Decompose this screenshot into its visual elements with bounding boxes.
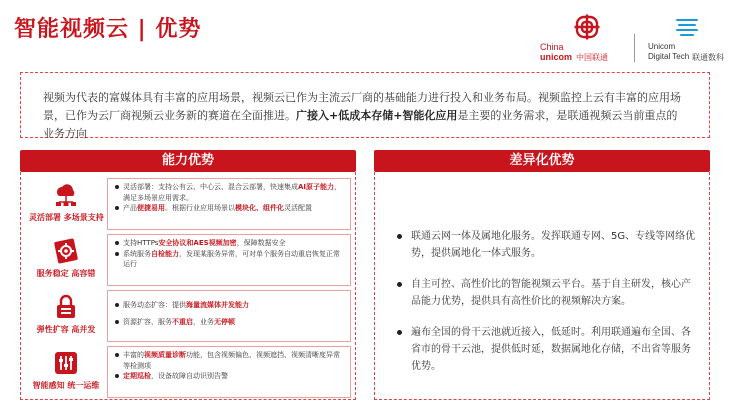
china-unicom-en1: China <box>540 42 564 52</box>
differentiation-item: 联通云网一体及属地化服务。发挥联通专网、5G、专线等网络优势，提供属地化一体式服务。 <box>397 228 697 262</box>
page-title: 智能视频云 | 优势 <box>14 17 202 42</box>
left-panel-header: 能力优势 <box>20 150 356 172</box>
capability-bullet <box>114 350 344 371</box>
bullet-text: ，设备故障自动识别告警 <box>151 372 228 380</box>
capability-bullet <box>114 371 344 382</box>
capability-detail <box>107 346 351 398</box>
bullet-highlight: 便捷易用 <box>137 204 165 212</box>
bullet-text: 系统服务 <box>123 249 151 258</box>
bullet-text: 服务动态扩容：提供 <box>123 301 186 309</box>
gear-stack-icon <box>53 238 79 264</box>
capability-bullet <box>114 238 344 249</box>
differentiation-item: 自主可控、高性价比的智能视频云平台。基于自主研发，核心产品能力优势，提供具有高性价比的视频解决方案。 <box>397 276 697 310</box>
capability-detail <box>107 178 351 230</box>
china-unicom-cn: 中国联通 <box>576 53 608 62</box>
bullet-text: 灵活配置 <box>284 204 312 212</box>
capability-icon-cell <box>29 178 103 230</box>
capability-detail <box>107 290 351 342</box>
capability-row <box>29 290 351 342</box>
bullet-highlight: AI原子能力 <box>298 183 335 191</box>
capability-row <box>29 234 351 286</box>
digital-tech-cn: 联通数科 <box>692 53 724 62</box>
capability-bullet <box>114 317 344 328</box>
capability-caption: 灵活部署 多场景支持 <box>29 213 104 222</box>
bullet-highlight: 安全协议和AES视频加密 <box>158 239 237 247</box>
bullet-text: ，业务 <box>193 317 214 326</box>
china-unicom-en2: unicom <box>540 52 573 62</box>
china-unicom-logo <box>540 14 630 64</box>
intro-text: 视频为代表的富媒体具有丰富的应用场景，视频云已作为主流云厂商的基础能力进行投入和业务布局。视频监控上云有丰富的应用场景，已作为云厂商视频云业务新的赛道在全面推进。 <box>43 91 681 122</box>
capability-panel <box>20 172 356 400</box>
capability-bullet <box>114 249 344 270</box>
capability-icon-cell <box>29 234 103 286</box>
differentiation-item: 遍布全国的骨干云池就近接入，低延时。利用联通遍布全国、各省市的骨干云池，提供低时延，数据属地化存储，不出省等服务优势。 <box>397 324 697 375</box>
china-knot-icon <box>574 14 600 40</box>
digital-tech-en2: Digital Tech <box>648 52 690 61</box>
capability-row <box>29 346 351 398</box>
capability-bullet <box>114 203 344 214</box>
capability-caption: 弹性扩容 高并发 <box>36 325 96 334</box>
bullet-text: ，满足多场景应用需求。 <box>123 183 342 202</box>
capability-bullet <box>114 300 344 311</box>
capability-bullet <box>114 182 344 203</box>
capability-icon-cell <box>29 290 103 342</box>
bullet-text: 灵活部署：支持公有云、中心云、混合云部署，快速集成 <box>123 183 298 191</box>
bullet-highlight: 视频质量诊断 <box>144 351 186 359</box>
digital-tech-logo <box>644 14 724 64</box>
bullet-text: 。根据行业应用场景以 <box>165 204 235 212</box>
capability-detail <box>107 234 351 286</box>
bullet-highlight: 模块化、组件化 <box>235 204 284 212</box>
bullet-text: 支持HTTPs <box>123 239 159 247</box>
bullet-text: 功能，包含视频偏色、视频遮挡、视频清晰度异常等检测项 <box>123 351 340 370</box>
sliders-icon <box>53 350 79 376</box>
lock-server-icon <box>53 294 79 320</box>
bullet-text: 资源扩容，服务 <box>123 317 172 326</box>
capability-row <box>29 178 351 230</box>
differentiation-list <box>397 228 697 389</box>
intro-bold: 广接入+低成本存储+智能化应用 <box>296 109 458 122</box>
cloud-network-icon <box>53 182 79 208</box>
bullet-highlight: 自检能力 <box>151 249 179 258</box>
capability-caption: 智能感知 统一运维 <box>32 381 100 390</box>
bullet-highlight: 定期巡检 <box>123 372 151 380</box>
bullet-text: ，保障数据安全 <box>236 239 286 247</box>
logo-separator <box>634 34 635 62</box>
digital-tech-mark-icon <box>674 16 700 38</box>
bullet-highlight: 无停顿 <box>214 317 235 326</box>
logo-area <box>540 14 724 64</box>
digital-tech-en1: Unicom <box>648 42 676 51</box>
right-panel-header: 差异化优势 <box>374 150 710 172</box>
bullet-text: 丰富的 <box>123 351 144 359</box>
capability-caption: 服务稳定 高容错 <box>36 269 96 278</box>
bullet-highlight: 海量流媒体并发能力 <box>186 301 249 309</box>
bullet-highlight: 不重启 <box>172 317 193 326</box>
bullet-text: 产品 <box>123 204 137 212</box>
capability-icon-cell <box>29 346 103 398</box>
intro-tail: 是主要的业务需求，是联通视频云当前重点的业务方向 <box>43 109 678 140</box>
bullet-text: ，发现某服务异常，可对单个服务自动重启恢复正常运行 <box>123 249 340 268</box>
intro-box <box>20 72 710 138</box>
differentiation-panel <box>374 172 710 400</box>
